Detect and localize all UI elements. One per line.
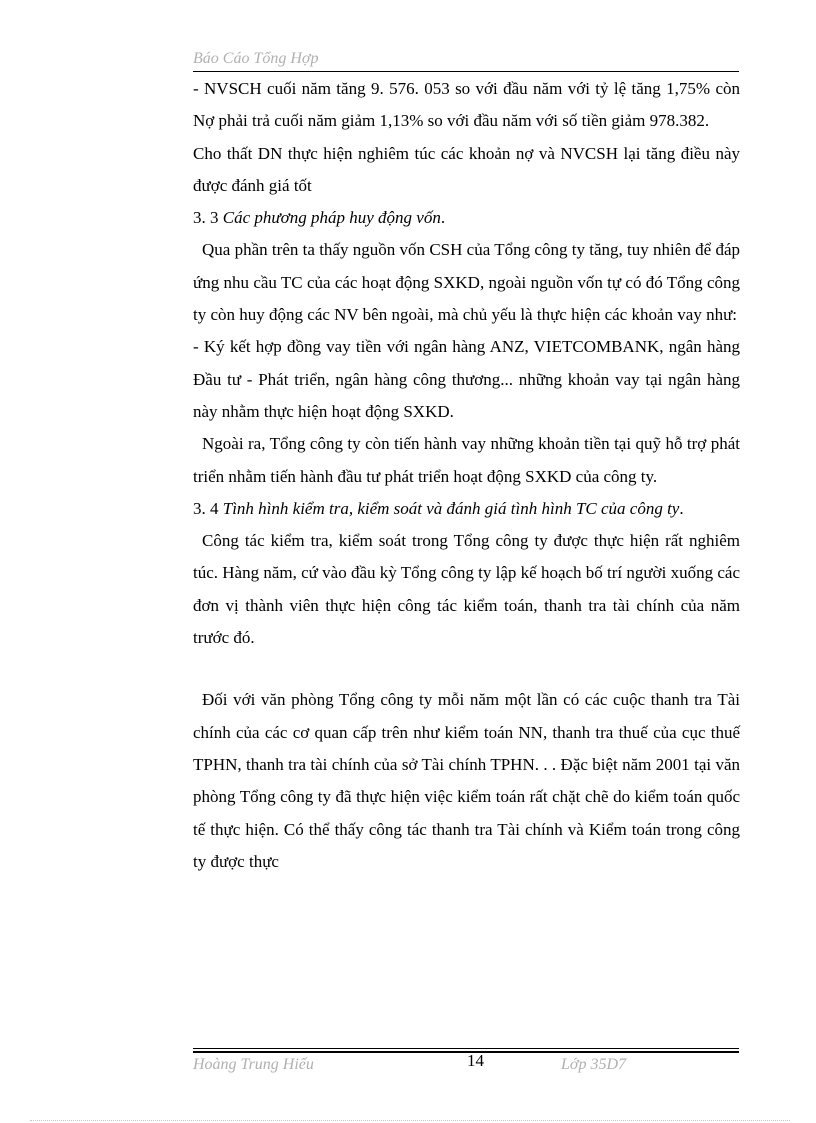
section-number: 3. 3 — [193, 208, 223, 228]
paragraph-bank-loans: - Ký kết hợp đồng vay tiền với ngân hàng ANZ, VIETCOMBANK, ngân hàng Đầu tư - Phát triển, ngân hàng công thương... những khoản vay tại ngân hàng này nhằm thực hiện hoạt động SXKD. — [193, 337, 740, 421]
header-title: Báo Cáo Tổng Hợp — [193, 50, 319, 67]
section-number: 3. 4 — [193, 498, 223, 518]
paragraph-conclusion: Cho thất DN thực hiện nghiêm túc các khoản nợ và NVCSH lại tăng điều này được đánh giá tốt — [193, 143, 740, 195]
paragraph-audit: Đối với văn phòng Tổng công ty mỗi năm một lần có các cuộc thanh tra Tài chính của các cơ quan cấp trên như kiểm toán NN, thanh tra thuế của cục thuế TPHN, thanh tra tài chính của sở Tài chính TPHN. . . Đặc biệt năm 2001 tại văn phòng Tổng công ty đã thực hiện việc kiểm toán rất chặt chẽ do kiểm toán quốc tế thực hiện. Có thể thấy công tác thanh tra Tài chính và Kiểm toán trong công ty được thực — [193, 690, 740, 871]
paragraph-fund-loans: Ngoài ra, Tổng công ty còn tiến hành vay những khoản tiền tại quỹ hỗ trợ phát triển nhằm tiến hành đầu tư phát triển hoạt động SXKD của công ty. — [193, 434, 740, 486]
section-title: Tình hình kiểm tra, kiểm soát và đánh giá tình hình TC của công ty — [222, 498, 680, 518]
section-heading-3-4 — [193, 493, 740, 525]
footer-class: Lớp 35D7 — [561, 1056, 626, 1073]
section-heading-3-3 — [193, 202, 740, 234]
footer-rule-thick — [193, 1051, 739, 1053]
header-rule — [193, 71, 739, 72]
section-title: Các phương pháp huy động vốn — [222, 208, 441, 228]
document-body — [193, 73, 740, 878]
section-title-end: . — [440, 208, 446, 228]
paragraph-inspection: Công tác kiểm tra, kiểm soát trong Tổng công ty được thực hiện rất nghiêm túc. Hàng năm, cứ vào đầu kỳ Tổng công ty lập kế hoạch bố trí người xuống các đơn vị thành viên thực hiện công tác kiểm toán, thanh tra tài chính của năm trước đó. — [193, 531, 740, 648]
page-number: 14 — [467, 1051, 484, 1070]
paragraph-gap — [193, 654, 740, 684]
footer-author: Hoàng Trung Hiếu — [193, 1056, 314, 1073]
paragraph-capital-sources: Qua phần trên ta thấy nguồn vốn CSH của Tổng công ty tăng, tuy nhiên để đáp ứng nhu cầu TC của các hoạt động SXKD, ngoài nguồn vốn tự có đó Tổng công ty còn huy động các NV bên ngoài, mà chủ yếu là thực hiện các khoản vay như: — [193, 240, 740, 325]
footer-rule-thin — [193, 1048, 739, 1049]
paragraph-nvsch: - NVSCH cuối năm tăng 9. 576. 053 so với đầu năm với tỷ lệ tăng 1,75% còn Nợ phải trả cuối năm giảm 1,13% so với đầu năm với số tiền giảm 978.382. — [193, 79, 740, 131]
section-title-end: . — [679, 498, 684, 518]
page-bottom-dotted-line — [30, 1120, 790, 1121]
